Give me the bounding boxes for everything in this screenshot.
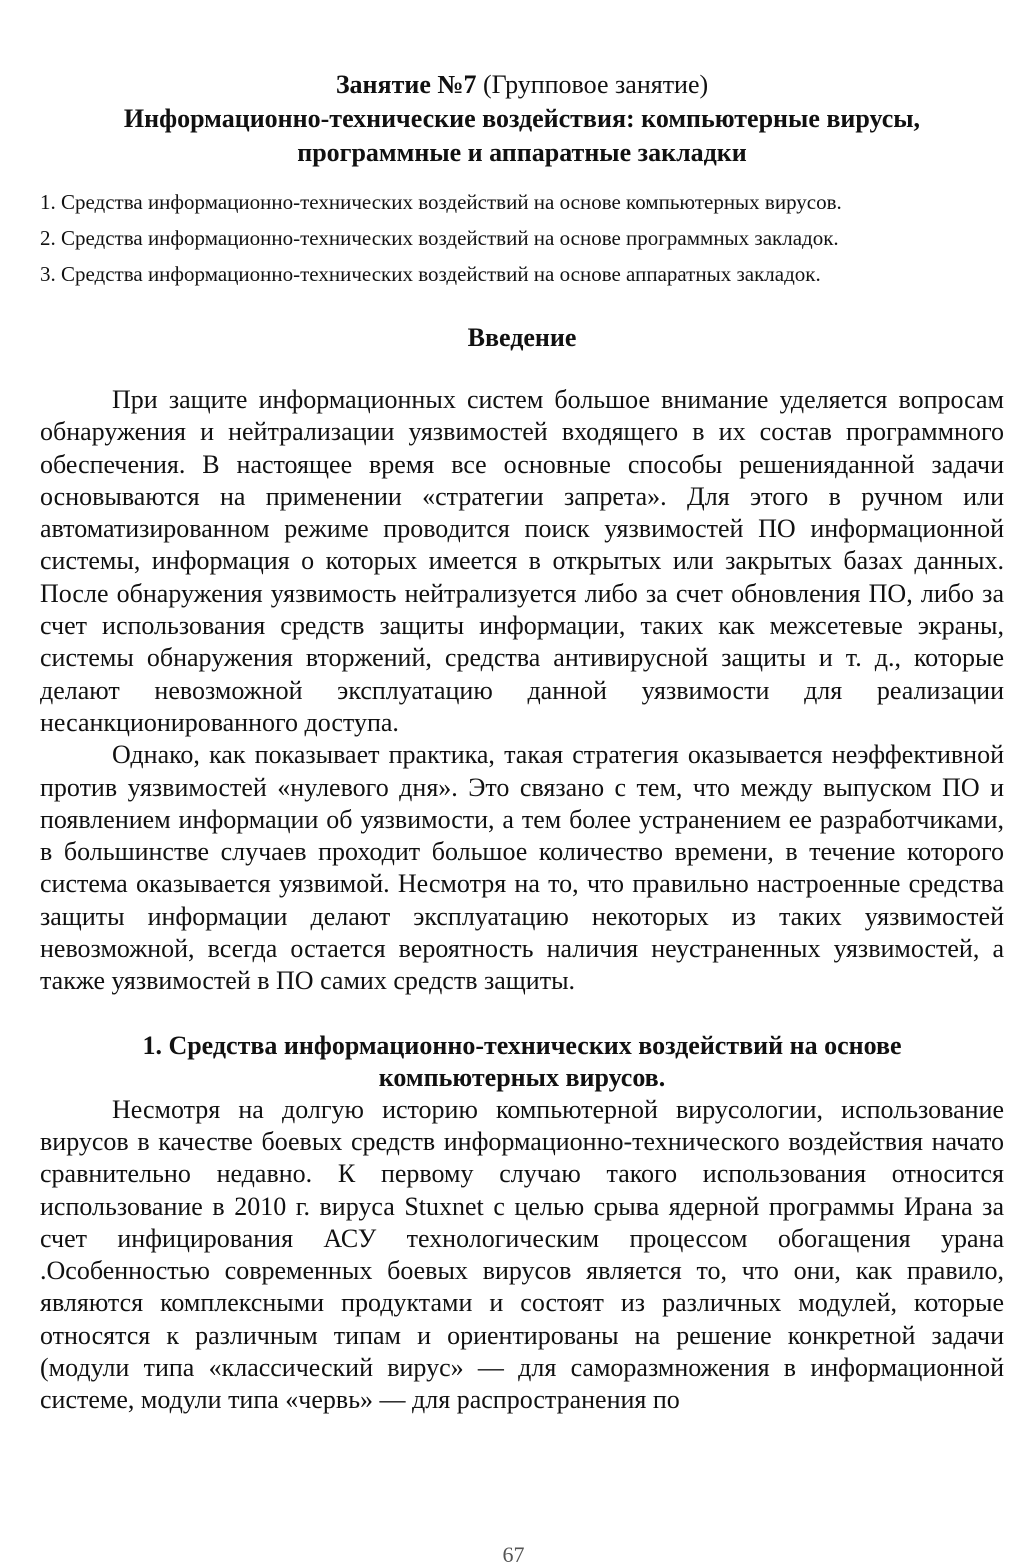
plan-item: 3. Средства информационно-технических воздействий на основе аппаратных закладок. xyxy=(40,262,821,286)
document-page xyxy=(40,68,1004,1417)
intro-heading: Введение xyxy=(467,323,577,352)
intro-body xyxy=(40,384,1004,998)
lesson-type: (Групповое занятие) xyxy=(476,70,709,99)
page-number: 67 xyxy=(502,1542,525,1567)
lesson-title-block xyxy=(40,68,1004,170)
intro-paragraph: При защите информационных систем большое внимание уделяется вопросам обнаружения и нейтрализации уязвимостей входящего в их состав программного обеспечения. В настоящее время все основные способы решенияданной задачи основываются на применении «стратегии запрета». Для этого в ручном или автоматизированном режиме проводится поиск уязвимостей ПО информационной системы, информация о которых имеется в открытых или закрытых базах данных. После обнаружения уязвимость нейтрализуется либо за счет обновления ПО, либо за счет использования средств защиты информации, таких как межсетевые экраны, системы обнаружения вторжений, средства антивирусной защиты и т. д., которые делают невозможной эксплуатацию данной уязвимости для реализации несанкционированного доступа. xyxy=(40,385,1004,737)
section-1-heading-line-1: 1. Средства информационно-технических воздействий на основе xyxy=(142,1030,902,1060)
plan-item: 1. Средства информационно-технических воздействий на основе компьютерных вирусов. xyxy=(40,190,842,214)
lesson-title-line xyxy=(40,68,1004,102)
intro-paragraph: Однако, как показывает практика, такая стратегия оказывается неэффективной против уязвимостей «нулевого дня». Это связано с тем, что между выпуском ПО и появлением информации об уязвимости, а тем более устранением ее разработчиками, в большинстве случаев проходит большое количество времени, в течение которого система оказывается уязвимой. Несмотря на то, что правильно настроенные средства защиты информации делают эксплуатацию некоторых из таких уязвимостей невозможной, всегда остается вероятность наличия неустраненных уязвимостей, а также уязвимостей в ПО самих средств защиты. xyxy=(40,740,1004,996)
lesson-plan-list xyxy=(40,184,1004,292)
plan-item: 2. Средства информационно-технических воздействий на основе программных закладок. xyxy=(40,226,839,250)
lesson-topic-line-1: Информационно-технические воздействия: компьютерные вирусы, xyxy=(123,104,921,133)
lesson-number: Занятие №7 xyxy=(335,70,477,99)
section-1-heading xyxy=(40,1030,1004,1094)
lesson-topic-line-2: программные и аппаратные закладки xyxy=(297,138,747,167)
section-1-heading-line-2: компьютерных вирусов. xyxy=(378,1062,666,1092)
section-1-paragraph: Несмотря на долгую историю компьютерной вирусологии, использование вирусов в качестве боевых средств информационно-технического воздействия начато сравнительно недавно. К первому случаю такого использования относится использование в 2010 г. вируса Stuxnet с целью срыва ядерной программы Ирана за счет инфицирования АСУ технологическим процессом обогащения урана .Особенностью современных боевых вирусов является то, что они, как правило, являются комплексными продуктами и состоят из различных модулей, которые относятся к различным типам и ориентированы на решение конкретной задачи (модули типа «классический вирус» — для саморазмножения в информационной системе, модули типа «червь» — для распространения по xyxy=(40,1094,1004,1415)
